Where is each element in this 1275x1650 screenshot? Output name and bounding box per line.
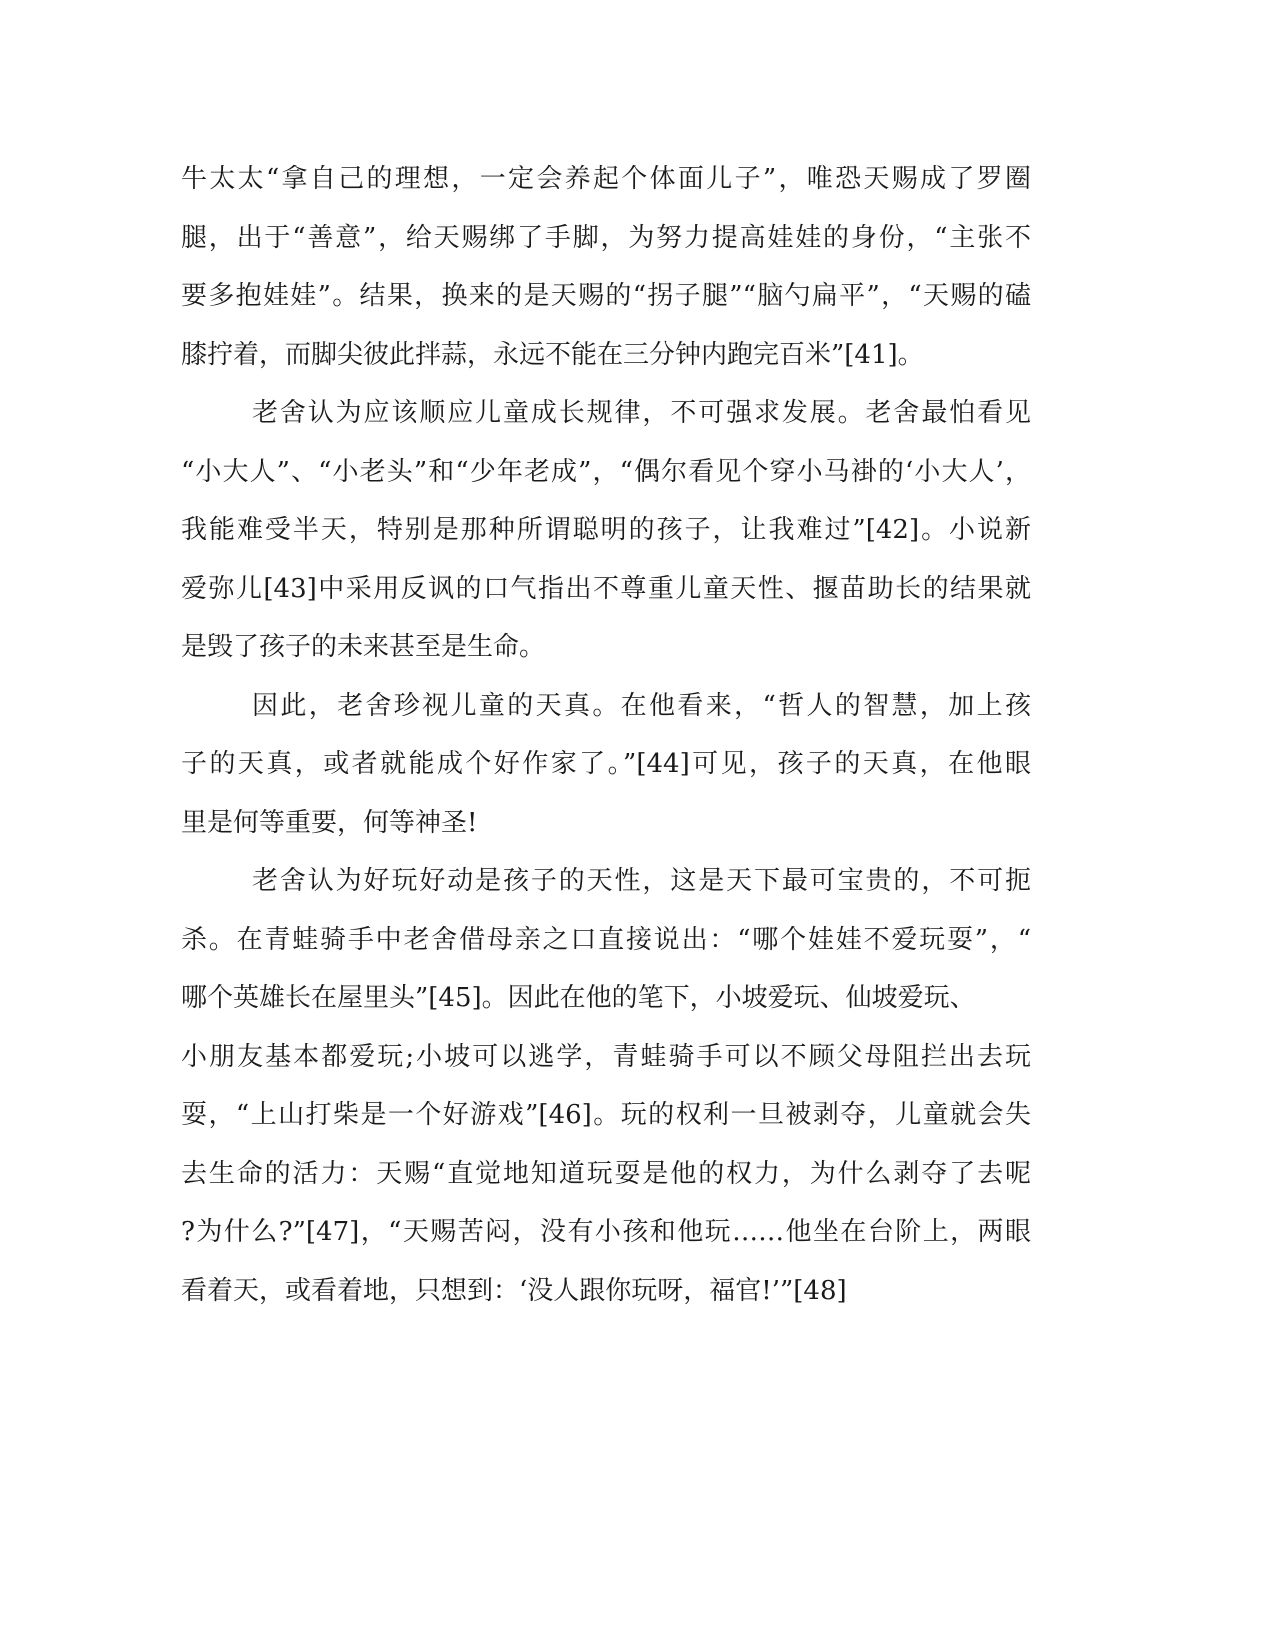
text-line: 要多抱娃娃”。结果，换来的是天赐的“拐子腿”“脑勺扁平”，“天赐的磕 — [181, 281, 1031, 311]
document-body — [181, 150, 1031, 1320]
paragraph-1 — [181, 150, 1031, 384]
text-line: ?为什么?”[47]，“天赐苦闷，没有小孩和他玩……他坐在台阶上，两眼 — [181, 1217, 1031, 1247]
text-line: 我能难受半天，特别是那种所谓聪明的孩子，让我难过”[42]。小说新 — [181, 515, 1031, 545]
text-line: 因此，老舍珍视儿童的天真。在他看来，“哲人的智慧，加上孩 — [252, 690, 1031, 721]
text-line: 爱弥儿[43]中采用反讽的口气指出不尊重儿童天性、揠苗助长的结果就 — [181, 573, 1031, 604]
text-line: 耍，“上山打柴是一个好游戏”[46]。玩的权利一旦被剥夺，儿童就会失 — [181, 1100, 1031, 1130]
text-line: 子的天真，或者就能成个好作家了。”[44]可见，孩子的天真，在他眼 — [181, 749, 1031, 779]
text-line: 牛太太“拿自己的理想，一定会养起个体面儿子”，唯恐天赐成了罗圈 — [181, 164, 1031, 194]
text-line: 杀。在青蛙骑手中老舍借母亲之口直接说出：“哪个娃娃不爱玩耍”，“ — [181, 924, 1031, 955]
text-line: 里是何等重要，何等神圣! — [181, 807, 478, 838]
text-line: 腿，出于“善意”，给天赐绑了手脚，为努力提高娃娃的身份，“主张不 — [181, 222, 1031, 253]
paragraph-2 — [181, 384, 1031, 677]
paragraph-3 — [181, 677, 1031, 853]
text-line: 哪个英雄长在屋里头”[45]。因此在他的笔下，小坡爱玩、仙坡爱玩、 — [181, 983, 976, 1013]
text-line: 看着天，或看着地，只想到：‘没人跟你玩呀，福官!’”[48] — [181, 1275, 847, 1306]
text-line: 老舍认为应该顺应儿童成长规律，不可强求发展。老舍最怕看见 — [252, 398, 1031, 428]
text-line: 老舍认为好玩好动是孩子的天性，这是天下最可宝贵的，不可扼 — [252, 866, 1031, 896]
text-line: 是毁了孩子的未来甚至是生命。 — [181, 632, 546, 662]
text-line: 膝拧着，而脚尖彼此拌蒜，永远不能在三分钟内跑完百米”[41]。 — [181, 339, 924, 370]
text-line: “小大人”、“小老头”和“少年老成”，“偶尔看见个穿小马褂的‘小大人’， — [181, 456, 1031, 487]
text-line: 去生命的活力：天赐“直觉地知道玩耍是他的权力，为什么剥夺了去呢 — [181, 1158, 1031, 1189]
text-line: 小朋友基本都爱玩;小坡可以逃学，青蛙骑手可以不顾父母阻拦出去玩 — [181, 1041, 1031, 1072]
paragraph-4 — [181, 852, 1031, 1320]
